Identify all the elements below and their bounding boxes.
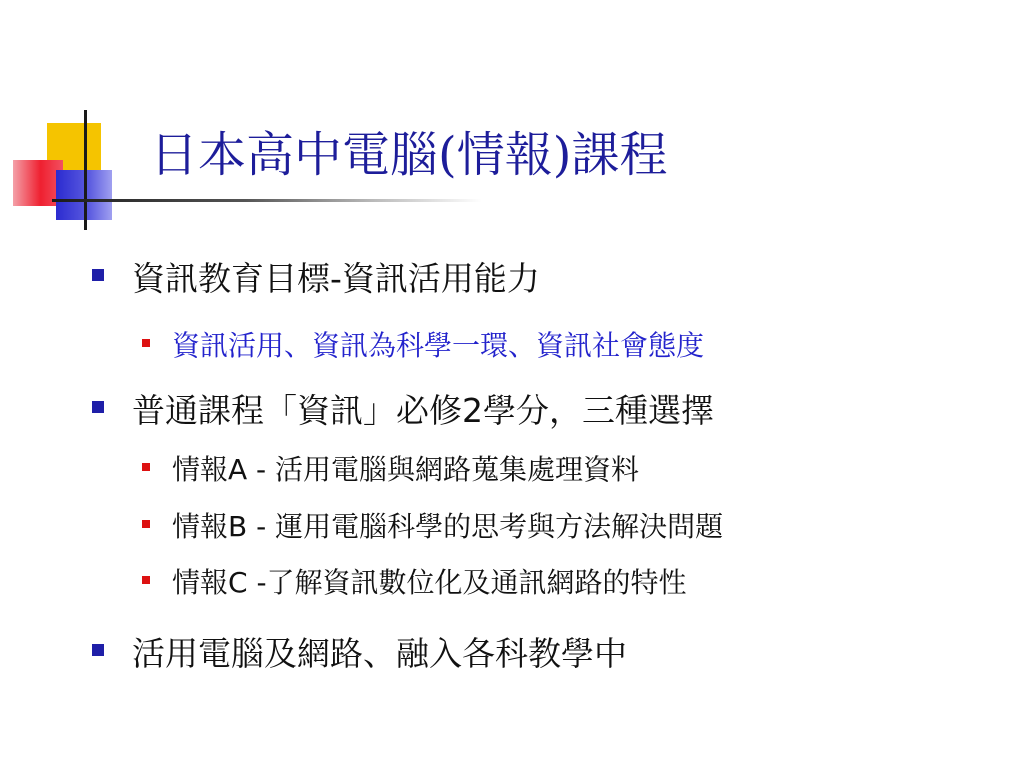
bullet-item: 普通課程「資訊」必修2學分，三種選擇	[132, 391, 714, 430]
sub-bullet-marker	[142, 576, 150, 584]
sub-bullet-marker	[142, 463, 150, 471]
slide-title: 日本高中電腦(情報)課程	[150, 127, 668, 183]
bullet-item: 活用電腦及網路、融入各科教學中	[132, 634, 627, 673]
bullet-item: 資訊教育目標-資訊活用能力	[132, 259, 540, 298]
sub-bullet-item: 情報B - 運用電腦科學的思考與方法解決問題	[172, 510, 724, 543]
bullet-marker	[92, 644, 104, 656]
sub-bullet-item: 資訊活用、資訊為科學一環、資訊社會態度	[172, 329, 705, 362]
sub-bullet-item: 情報C -了解資訊數位化及通訊網路的特性	[172, 566, 687, 599]
sub-bullet-marker	[142, 520, 150, 528]
sub-bullet-item: 情報A - 活用電腦與網路蒐集處理資料	[172, 453, 640, 486]
sub-bullet-marker	[142, 339, 150, 347]
bullet-marker	[92, 401, 104, 413]
decoration-horizontal-line	[52, 199, 482, 202]
decoration-vertical-line	[84, 110, 87, 230]
bullet-marker	[92, 269, 104, 281]
